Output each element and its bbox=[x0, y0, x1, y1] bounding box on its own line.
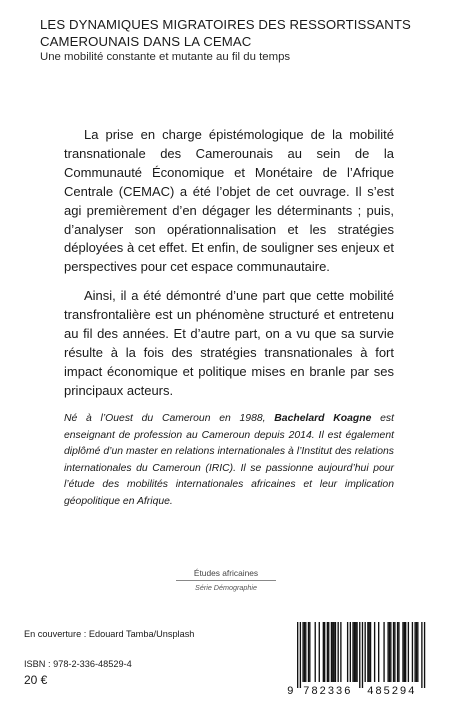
barcode-bar bbox=[327, 622, 328, 682]
barcode-digits-group-1: 782336 bbox=[303, 686, 353, 698]
barcode-bar bbox=[414, 622, 415, 682]
barcode-bar bbox=[402, 622, 403, 682]
book-header bbox=[40, 16, 420, 65]
barcode-bar bbox=[408, 622, 409, 682]
barcode-bar bbox=[404, 622, 405, 682]
publishing-info bbox=[24, 629, 194, 687]
barcode-bar bbox=[308, 622, 309, 682]
barcode-bar bbox=[417, 622, 418, 682]
barcode-bar bbox=[331, 622, 332, 682]
barcode-bar bbox=[416, 622, 417, 682]
book-summary bbox=[64, 126, 394, 411]
bio-intro: Né à l’Ouest du Cameroun en 1988, bbox=[64, 413, 275, 424]
barcode-bar bbox=[398, 622, 399, 682]
barcode-bar bbox=[412, 622, 413, 682]
barcode-bars-icon bbox=[285, 622, 435, 688]
barcode-bar bbox=[421, 622, 422, 688]
barcode-bar bbox=[387, 622, 388, 682]
barcode-bar bbox=[309, 622, 310, 682]
collection-series: Série Démographie bbox=[195, 583, 257, 592]
barcode-bar bbox=[324, 622, 325, 682]
isbn-barcode bbox=[285, 622, 435, 706]
collection-mark bbox=[176, 568, 276, 592]
barcode-bar bbox=[369, 622, 370, 682]
barcode-digits bbox=[285, 686, 435, 700]
barcode-bar bbox=[300, 622, 301, 688]
barcode-bar bbox=[405, 622, 406, 682]
barcode-digits-group-2: 485294 bbox=[367, 686, 417, 698]
book-title-line-2: CAMEROUNAIS DANS LA CEMAC bbox=[40, 34, 252, 49]
barcode-bar bbox=[335, 622, 336, 682]
barcode-bar bbox=[367, 622, 368, 682]
barcode-bar bbox=[305, 622, 306, 682]
barcode-bar bbox=[393, 622, 394, 682]
barcode-bar bbox=[424, 622, 425, 688]
barcode-bar bbox=[297, 622, 298, 688]
barcode-bar bbox=[333, 622, 334, 682]
barcode-bar bbox=[304, 622, 305, 682]
barcode-bar bbox=[315, 622, 316, 682]
barcode-bar bbox=[365, 622, 366, 682]
barcode-bar bbox=[370, 622, 371, 682]
barcode-bar bbox=[356, 622, 357, 682]
barcode-bar bbox=[362, 622, 363, 688]
author-bio bbox=[64, 411, 394, 510]
barcode-bar bbox=[328, 622, 329, 682]
barcode-bar bbox=[378, 622, 379, 682]
barcode-bar bbox=[397, 622, 398, 682]
barcode-bar bbox=[389, 622, 390, 682]
book-subtitle: Une mobilité constante et mutante au fil du temps bbox=[40, 51, 291, 63]
barcode-bar bbox=[332, 622, 333, 682]
barcode-bar bbox=[340, 622, 341, 682]
barcode-bar bbox=[355, 622, 356, 682]
barcode-bar bbox=[352, 622, 353, 682]
summary-paragraph-1: La prise en charge épistémologique de la mobilité transnationale des Camerounais au sein de la Communauté Économique et Monétaire de l’Afrique Centrale (CEMAC) a été l’objet de cet ouvrage. Il s’est agi premièrement d’en dégager les déterminants ; puis, d’analyser son opérationnalisation et les stratégies déployées à cet effet. Et enfin, de souligner ses enjeux et perspectives pour cet espace communautaire. bbox=[64, 127, 394, 275]
barcode-bar bbox=[323, 622, 324, 682]
barcode-bar bbox=[390, 622, 391, 682]
barcode-bar bbox=[347, 622, 348, 682]
barcode-bar bbox=[338, 622, 339, 682]
barcode-bar bbox=[350, 622, 351, 682]
barcode-bar bbox=[374, 622, 375, 682]
barcode-bar bbox=[354, 622, 355, 682]
barcode-digit-first: 9 bbox=[287, 686, 294, 698]
book-title-line-1: LES DYNAMIQUES MIGRATOIRES DES RESSORTISSANTS bbox=[40, 17, 411, 32]
summary-paragraph-2: Ainsi, il a été démontré d’une part que cette mobilité transfrontalière est un phénomène structuré et entretenu au fil des années. Et d’autre part, on a vu que sa survie résulte à la fois des stratégies transnationales à fort impact économique et politique mises en branle par ses principaux acteurs. bbox=[64, 288, 394, 398]
author-name: Bachelard Koagne bbox=[274, 413, 372, 424]
collection-name: Études africaines bbox=[176, 568, 276, 581]
bio-rest: est enseignant de profession au Cameroun depuis 2014. Il est également diplômé d’un master en relations internationales à l’Institut des relations internationales du Cameroun (IRIC). Il se passionne aujourd’hui pour l’étude des mobilités internationales africaines et leur implication géopolitique en Afrique. bbox=[64, 413, 395, 507]
barcode-bar bbox=[319, 622, 320, 682]
barcode-bar bbox=[302, 622, 303, 682]
barcode-bar bbox=[359, 622, 360, 688]
barcode-bar bbox=[383, 622, 384, 682]
isbn-number: ISBN : 978-2-336-48529-4 bbox=[24, 659, 132, 669]
barcode-bar bbox=[394, 622, 395, 682]
price: 20 € bbox=[24, 673, 48, 687]
cover-credit: En couverture : Edouard Tamba/Unsplash bbox=[24, 629, 195, 639]
